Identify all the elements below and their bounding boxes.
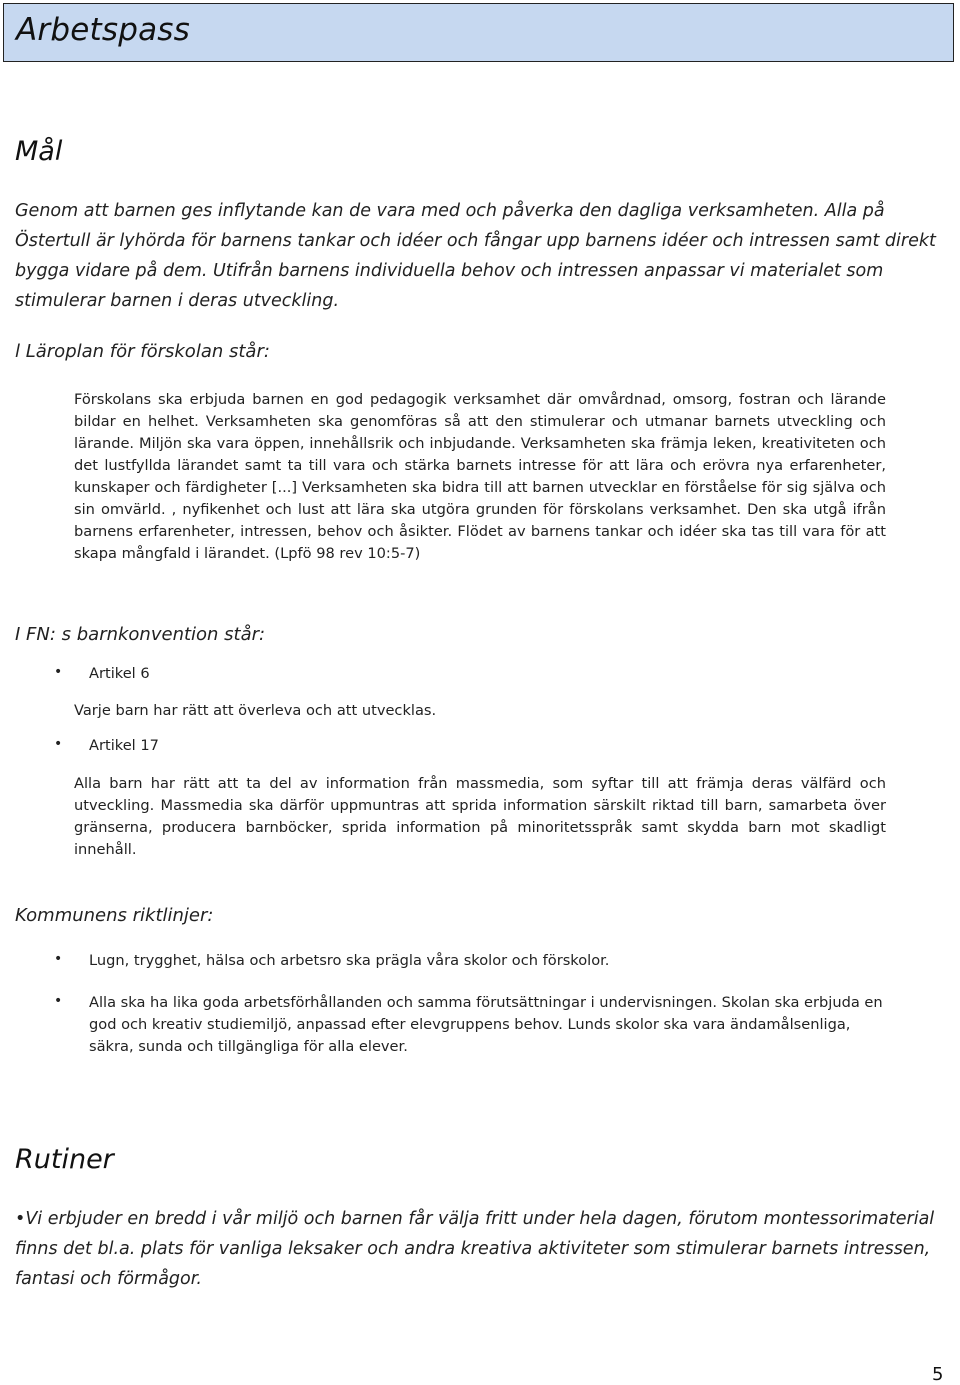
kommun-item-2: Alla ska ha lika goda arbetsförhållanden och samma förutsättningar i undervisningen. Skolan ska erbjuda en god och kreativ studiemiljö, anpassad efter elevgruppens behov. Lunds skolor ska vara ändamålsenliga, säkra, sunda och tillgängliga för alla elever.	[89, 994, 883, 1055]
article-6-title: Artikel 6	[89, 665, 150, 682]
laroplan-quote: Förskolans ska erbjuda barnen en god pedagogik verksamhet där omvårdnad, omsorg, fostran och lärande bildar en helhet. Verksamheten ska genomföras så att den stimulerar och utmanar barnets utveckling och lärande. Miljön ska vara öppen, innehållsrik och inbjudande. Verksamheten ska främja leken, kreativiteten och det lustfyllda lärandet samt ta till vara och stärka barnets intresse för att lära och erövra nya erfarenheter, kunskaper och färdigheter [...] Verksamheten ska bidra till att barnen utvecklar en förståelse för sig själva och sin omvärld. , nyfikenhet och lust att lära ska utgöra grunden för förskolans verksamhet. Den ska utgå ifrån barnens erfarenheter, intressen, behov och åsikter. Flödet av barnens tankar och idéer ska tas till vara för att skapa mångfald i lärandet. (Lpfö 98 rev 10:5-7)	[74, 391, 886, 562]
fn-heading: I FN: s barnkonvention står:	[15, 624, 266, 645]
title-box	[3, 3, 954, 62]
article-17-title: Artikel 17	[89, 737, 159, 754]
kommun-heading: Kommunens riktlinjer:	[15, 905, 214, 926]
rutiner-paragraph: •Vi erbjuder en bredd i vår miljö och barnen får välja fritt under hela dagen, förutom montessorimaterial finns det bl.a. plats för vanliga leksaker och andra kreativa aktiviteter som stimulerar barnets intressen, fantasi och förmågor.	[15, 1209, 935, 1289]
kommun-item-1: Lugn, trygghet, hälsa och arbetsro ska prägla våra skolor och förskolor.	[89, 952, 610, 969]
page-number: 5	[932, 1364, 944, 1385]
laroplan-heading: l Läroplan för förskolan står:	[15, 341, 270, 362]
page-title: Arbetspass	[16, 12, 190, 48]
article-6-text: Varje barn har rätt att överleva och att utvecklas.	[74, 702, 437, 719]
mal-intro-paragraph: Genom att barnen ges inflytande kan de vara med och påverka den dagliga verksamheten. Alla på Östertull är lyhörda för barnens tankar och idéer och fångar upp barnens idéer och intressen samt direkt bygga vidare på dem. Utifrån barnens individuella behov och intressen anpassar vi materialet som stimulerar barnen i deras utveckling.	[15, 201, 936, 311]
section-heading-mal: Mål	[15, 136, 63, 167]
article-17-text: Alla barn har rätt att ta del av information från massmedia, som syftar till att främja deras välfärd och utveckling. Massmedia ska därför uppmuntras att sprida information särskilt riktad till barn, samarbeta över gränserna, producera barnböcker, sprida information på minoritetsspråk samt skydda barn mot skadligt innehåll.	[74, 775, 886, 858]
section-heading-rutiner: Rutiner	[15, 1144, 114, 1175]
bullet-icon: •	[54, 736, 63, 752]
bullet-icon: •	[54, 664, 63, 680]
bullet-icon: •	[54, 951, 63, 967]
bullet-icon: •	[54, 993, 63, 1009]
